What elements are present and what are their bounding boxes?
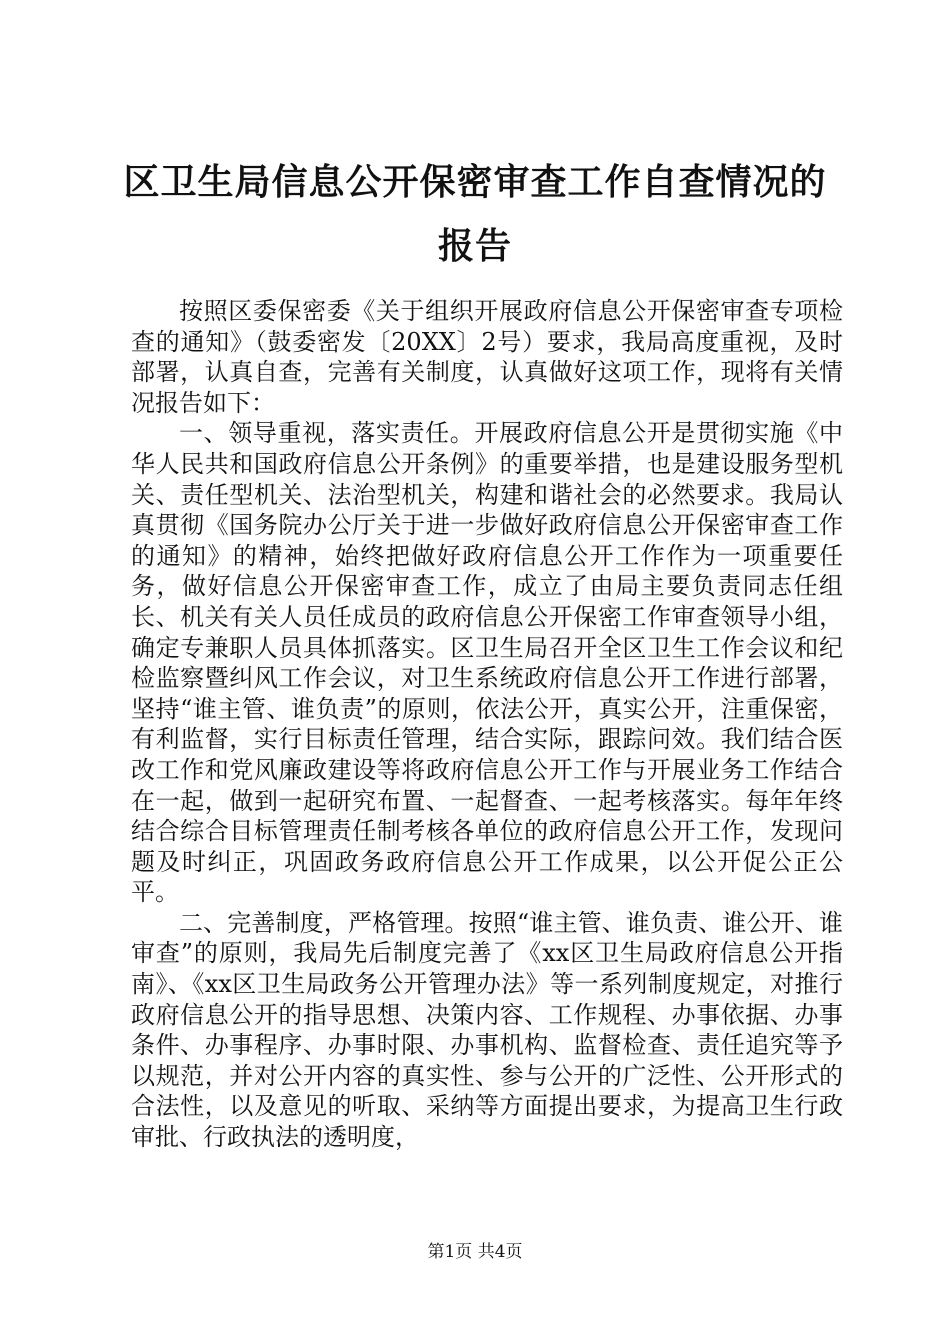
document-title: 区卫生局信息公开保密审查工作自查情况的报告 xyxy=(123,161,827,267)
paragraph-section-2: 二、完善制度，严格管理。按照“谁主管、谁负责、谁公开、谁审查”的原则，我局先后制度完善了《xx区卫生局政府信息公开指南》、《xx区卫生局政务公开管理办法》等一系列制度规定，对推行政府信息公开的指导思想、决策内容、工作规程、办事依据、办事条件、办事程序、办事时限、办事机构、监督检查、责任追究等予以规范，并对公开内容的真实性、参与公开的广泛性、公开形式的合法性，以及意见的听取、采纳等方面提出要求，为提高卫生行政审批、行政执法的透明度， xyxy=(131,908,843,1152)
paragraph-intro: 按照区委保密委《关于组织开展政府信息公开保密审查专项检查的通知》（鼓委密发〔20XX〕2号）要求，我局高度重视，及时部署，认真自查，完善有关制度，认真做好这项工作，现将有关情况报告如下： xyxy=(131,297,843,417)
paragraph-section-1: 一、领导重视，落实责任。开展政府信息公开是贯彻实施《中华人民共和国政府信息公开条例》的重要举措，也是建设服务型机关、责任型机关、法治型机关，构建和谐社会的必然要求。我局认真贯彻《国务院办公厅关于进一步做好政府信息公开保密审查工作的通知》的精神，始终把做好政府信息公开工作作为一项重要任务，做好信息公开保密审查工作，成立了由局主要负责同志任组长、机关有关人员任成员的政府信息公开保密工作审查领导小组，确定专兼职人员具体抓落实。区卫生局召开全区卫生工作会议和纪检监察暨纠风工作会议，对卫生系统政府信息公开工作进行部署，坚持“谁主管、谁负责”的原则，依法公开，真实公开，注重保密，有利监督，实行目标责任管理，结合实际，跟踪问效。我们结合医改工作和党风廉政建设等将政府信息公开工作与开展业务工作结合在一起，做到一起研究布置、一起督查、一起考核落实。每年年终结合综合目标管理责任制考核各单位的政府信息公开工作，发现问题及时纠正，巩固政务政府信息公开工作成果，以公开促公正公平。 xyxy=(131,419,843,907)
page-number-footer: 第1页 共4页 xyxy=(427,1242,523,1262)
document-body xyxy=(131,296,843,1153)
